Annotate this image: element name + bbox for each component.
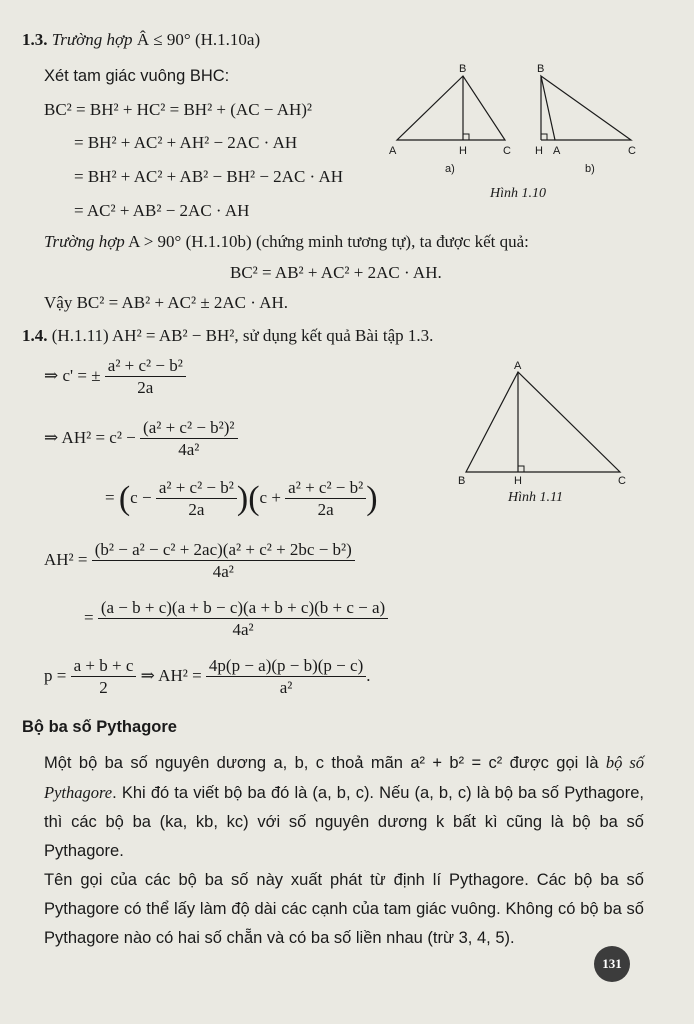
point-label: C xyxy=(503,145,511,157)
fraction xyxy=(71,656,137,698)
fraction xyxy=(285,478,366,520)
ah2-equation xyxy=(44,540,355,582)
figure-sublabel: b) xyxy=(585,163,595,175)
case-label: Trường hợp xyxy=(51,30,133,49)
fraction xyxy=(98,598,388,640)
figure-1-11 xyxy=(450,360,640,490)
fraction xyxy=(105,356,186,398)
pythagore-paragraph-1 xyxy=(44,748,644,866)
point-label: A xyxy=(553,145,561,157)
fraction xyxy=(92,540,355,582)
numerator: (a − b + c)(a + b − c)(a + b + c)(b + c − a) xyxy=(98,598,388,619)
point-label: B xyxy=(458,475,466,487)
right-angle-mark xyxy=(518,466,524,472)
pythagore-paragraph-2: Tên gọi của các bộ ba số này xuất phát từ định lí Pythagore. Các bộ ba số Pythagore có thể lấy làm độ dài các cạnh của tam giác vuông. Không có bộ ba số Pythagore nào có hai số chẵn và có ba số liền nhau (trừ 3, 4, 5). xyxy=(44,871,644,947)
numerator: a² + c² − b² xyxy=(285,478,366,499)
paragraph-text: Một bộ ba số nguyên dương a, b, c thoả mãn a² + b² = c² được gọi là xyxy=(44,754,606,772)
point-label: H xyxy=(514,475,522,487)
point-label: H xyxy=(535,145,543,157)
figure-1-10 xyxy=(385,58,645,178)
figure-sublabel: a) xyxy=(445,163,455,175)
case-label: Trường hợp xyxy=(44,232,125,251)
denominator: 2a xyxy=(317,500,334,519)
case-condition: Â ≤ 90° xyxy=(136,30,191,49)
product-equation: = (c − $\frac{\text{a² + c² − b²}}{2a}$ )(c + $\frac{\text{a² + c² − b²}}{2a}$ ) xyxy=(105,478,378,519)
figure-caption: Hình 1.10 xyxy=(490,186,546,201)
denominator: 2a xyxy=(188,500,205,519)
point-label: A xyxy=(389,145,397,157)
ah-equation xyxy=(44,418,238,460)
case-text: A > 90° (H.1.10b) (chứng minh tương tự), ta được kết quả: xyxy=(128,232,529,251)
ah3-equation: = $\frac{(a - b + c)(a + b - c)(a + b + c)(b + c - a)}{\text{4a²}}$ xyxy=(84,598,388,640)
case-b-line xyxy=(44,232,529,252)
denominator: 2a xyxy=(137,378,154,397)
point-label: A xyxy=(514,360,522,372)
equation: = BH² + AC² + AB² − BH² − 2AC · AH xyxy=(74,167,344,186)
conclusion: Vậy BC² = AB² + AC² ± 2AC · AH. xyxy=(44,293,289,312)
equation: BC² = BH² + HC² = BH² + (AC − AH)² xyxy=(44,100,312,119)
point-label: B xyxy=(537,63,545,75)
figure-ref: (H.1.10a) xyxy=(194,30,261,49)
intro-text: Xét tam giác vuông BHC: xyxy=(44,67,230,85)
equals-sign: = xyxy=(105,487,115,507)
fraction xyxy=(156,478,237,520)
numerator: a² + c² − b² xyxy=(156,478,237,499)
exercise-text: (H.1.11) AH² = AB² − BH², sử dụng kết quả Bài tập 1.3. xyxy=(51,326,434,345)
numerator: 4p(p − a)(p − b)(p − c) xyxy=(206,656,366,677)
figure-caption: Hình 1.11 xyxy=(508,490,563,505)
p-equation: p = $\frac{a + b + c}{2}$ ⇒ AH² = $\frac{4p(p - a)(p - b)(p - c)}{\text{a²}}$ . xyxy=(44,656,371,697)
equation-lhs: ⇒ AH² = c² − xyxy=(44,427,136,447)
numerator: (b² − a² − c² + 2ac)(a² + c² + 2bc − b²) xyxy=(92,540,355,561)
equation: BC² = AB² + AC² + 2AC · AH. xyxy=(230,263,442,282)
denominator: 4a² xyxy=(178,440,200,459)
implies: ⇒ AH² = xyxy=(140,665,202,685)
denominator: 4a² xyxy=(212,562,234,581)
equation-lhs: ⇒ c' = ± xyxy=(44,365,101,385)
page-number: 131 xyxy=(594,946,630,982)
defined-term: bộ số Pythagore xyxy=(44,753,644,802)
exercise-1-4-intro xyxy=(22,326,433,346)
factor-right: c + xyxy=(259,487,281,507)
denominator: a² xyxy=(279,678,293,697)
exercise-1-3-case-a xyxy=(22,30,260,50)
section-heading: Bộ ba số Pythagore xyxy=(22,718,177,736)
factor-left: c − xyxy=(130,487,152,507)
numerator: a² + c² − b² xyxy=(105,356,186,377)
point-label: H xyxy=(459,145,467,157)
fraction xyxy=(206,656,366,698)
equation-lhs: AH² = xyxy=(44,549,88,569)
numerator: (a² + c² − b²)² xyxy=(140,418,237,439)
point-label: C xyxy=(628,145,636,157)
equation: = BH² + AC² + AH² − 2AC · AH xyxy=(74,133,298,152)
equation-lhs: p = xyxy=(44,665,67,685)
triangle-a xyxy=(389,63,511,175)
triangle-abc xyxy=(466,372,620,472)
triangle-b xyxy=(535,63,636,175)
c-prime-equation xyxy=(44,356,186,398)
numerator: a + b + c xyxy=(71,656,137,677)
equation: = AC² + AB² − 2AC · AH xyxy=(74,201,250,220)
exercise-number: 1.3. xyxy=(22,30,48,49)
paragraph-text: . Khi đó ta viết bộ ba đó là (a, b, c). Nếu (a, b, c) là bộ ba số Pythagore, thì các bộ ba (ka, kb, kc) với số nguyên dương k bất kì cũng là bộ ba số Pythagore. xyxy=(44,784,644,860)
denominator: 2 xyxy=(99,678,108,697)
point-label: B xyxy=(459,63,467,75)
exercise-number: 1.4. xyxy=(22,326,48,345)
fraction xyxy=(140,418,237,460)
point-label: C xyxy=(618,475,626,487)
denominator: 4a² xyxy=(232,620,254,639)
